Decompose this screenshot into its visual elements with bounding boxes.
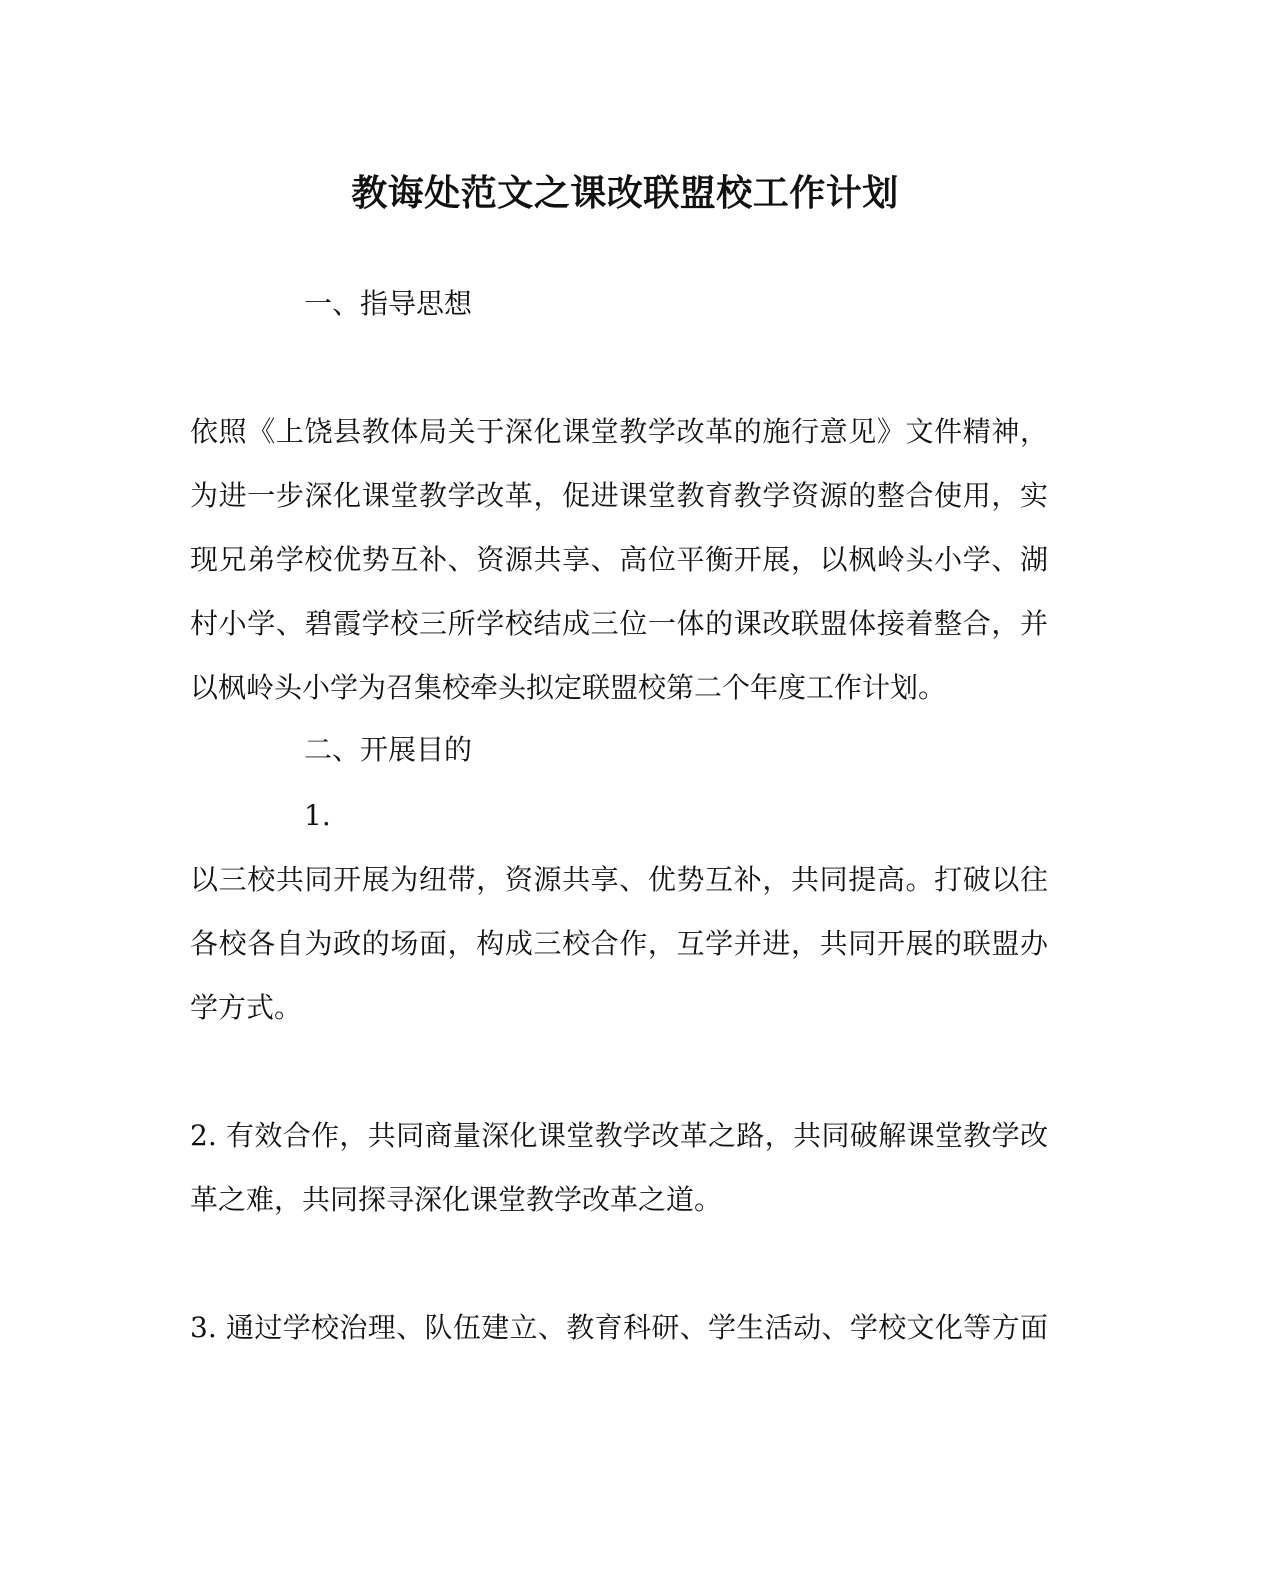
item-number-1: 1. [304, 799, 331, 832]
paragraph-item-3 [190, 1296, 1048, 1360]
paragraph-line: 依照《上饶县教体局关于深化课堂教学改革的施行意见》文件精神， [190, 415, 1048, 448]
paragraph-line: 以三校共同开展为纽带，资源共享、优势互补，共同提高。打破以往 [190, 863, 1048, 896]
paragraph-line: 村小学、碧霞学校三所学校结成三位一体的课改联盟体接着整合，并 [190, 607, 1048, 640]
paragraph-line: 革之难，共同探寻深化课堂教学改革之道。 [190, 1183, 723, 1216]
paragraph-guiding-ideology [190, 400, 1048, 720]
section-heading-goals: 二、开展目的 [304, 733, 473, 766]
paragraph-item-2 [190, 1104, 1048, 1232]
paragraph-line: 以枫岭头小学为召集校牵头拟定联盟校第二个年度工作计划。 [190, 671, 947, 704]
paragraph-line: 2. 有效合作，共同商量深化课堂教学改革之路，共同破解课堂教学改 [190, 1119, 1048, 1152]
paragraph-line: 学方式。 [190, 991, 303, 1024]
paragraph-line: 各校各自为政的场面，构成三校合作，互学并进，共同开展的联盟办 [190, 927, 1048, 960]
paragraph-line: 3. 通过学校治理、队伍建立、教育科研、学生活动、学校文化等方面 [190, 1311, 1048, 1344]
document-title: 教诲处范文之课改联盟校工作计划 [351, 172, 899, 214]
paragraph-line: 现兄弟学校优势互补、资源共享、高位平衡开展，以枫岭头小学、湖 [190, 543, 1048, 576]
paragraph-item-1 [190, 848, 1048, 1040]
paragraph-line: 为进一步深化课堂教学改革，促进课堂教育教学资源的整合使用，实 [190, 479, 1048, 512]
section-heading-guiding-ideology: 一、指导思想 [304, 287, 473, 320]
